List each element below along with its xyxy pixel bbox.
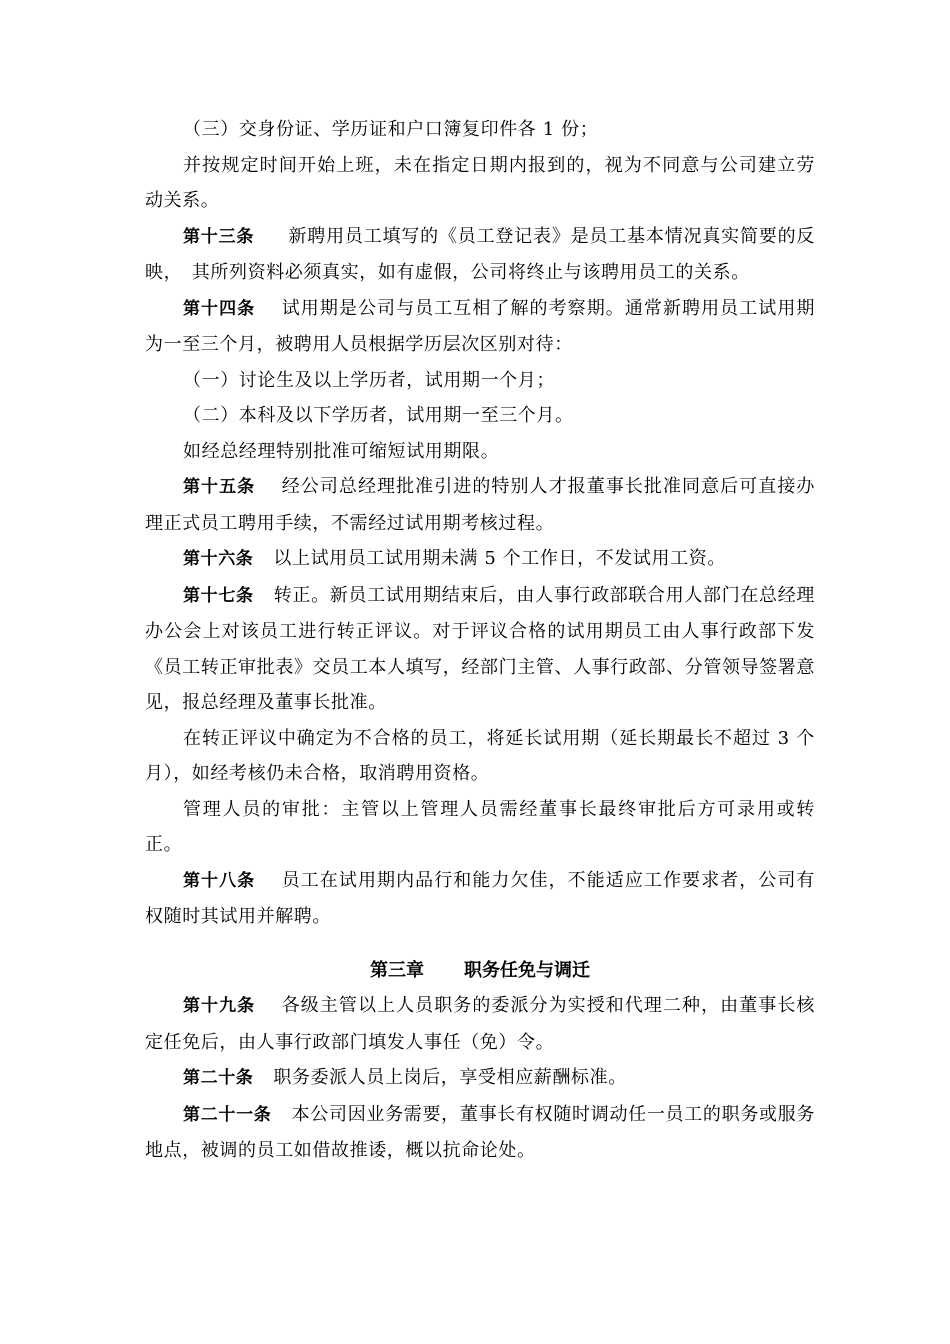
article-18 xyxy=(145,863,815,935)
article-text: 各级主管以上人员职务的委派分为实授和代理二种，由董事长核定任免后，由人事行政部门填发人事任（免）令。 xyxy=(145,995,815,1053)
paragraph-text: （一）讨论生及以上学历者，试用期一个月； xyxy=(183,369,555,391)
article-14 xyxy=(145,291,815,363)
paragraph-text: （三）交身份证、学历证和户口簿复印件各 1 份； xyxy=(183,119,599,140)
paragraph-extend-trial xyxy=(145,721,815,792)
article-number: 第十七条 xyxy=(183,585,254,606)
article-text: 职务委派人员上岗后，享受相应薪酬标准。 xyxy=(273,1067,627,1088)
paragraph-text: （二）本科及以下学历者，试用期一至三个月。 xyxy=(183,405,574,426)
chapter-title: 职务任免与调迁 xyxy=(464,959,590,981)
article-21 xyxy=(145,1097,815,1169)
paragraph-manager-approval xyxy=(145,792,815,863)
article-text: 新聘用员工填写的《员工登记表》是员工基本情况真实简要的反映， 其所列资料必须真实，如有虚假，公司将终止与该聘用员工的关系。 xyxy=(145,225,815,283)
article-20 xyxy=(145,1060,815,1097)
article-number: 第十六条 xyxy=(183,549,254,569)
article-15 xyxy=(145,469,815,541)
article-number: 第十九条 xyxy=(183,996,256,1016)
article-16 xyxy=(145,541,815,578)
article-text: 经公司总经理批准引进的特别人才报董事长批准同意后可直接办理正式员工聘用手续，不需经过试用期考核过程。 xyxy=(145,476,815,534)
paragraph-shorten-trial xyxy=(145,434,815,470)
paragraph-id-copies xyxy=(145,112,815,148)
article-number: 第二十条 xyxy=(183,1068,254,1088)
chapter-number: 第三章 xyxy=(370,959,424,981)
paragraph-undergrad-trial xyxy=(145,398,815,434)
paragraph-text: 管理人员的审批：主管以上管理人员需经董事长最终审批后方可录用或转正。 xyxy=(145,798,815,855)
paragraph-text: 并按规定时间开始上班，未在指定日期内报到的，视为不同意与公司建立劳动关系。 xyxy=(145,154,815,211)
article-number: 第二十一条 xyxy=(183,1104,272,1125)
paragraph-text: 如经总经理特别批准可缩短试用期限。 xyxy=(183,440,500,462)
article-text: 员工在试用期内品行和能力欠佳，不能适应工作要求者，公司有权随时其试用并解聘。 xyxy=(145,869,815,927)
article-number: 第十八条 xyxy=(183,870,256,891)
paragraph-graduate-trial xyxy=(145,363,815,399)
article-number: 第十五条 xyxy=(183,477,256,497)
article-text: 试用期是公司与员工互相了解的考察期。通常新聘用员工试用期为一至三个月，被聘用人员根据学历层次区别对待： xyxy=(145,297,815,355)
article-text: 转正。新员工试用期结束后，由人事行政部联合用人部门在总经理办公会上对该员工进行转正评议。对于评议合格的试用期员工由人事行政部下发《员工转正审批表》交员工本人填写，经部门主管、人事行政部、分管领导签署意见，报总经理及董事长批准。 xyxy=(145,584,815,713)
article-text: 以上试用员工试用期未满 5 个工作日，不发试用工资。 xyxy=(273,548,726,569)
chapter-heading xyxy=(145,935,815,989)
article-number: 第十三条 xyxy=(183,226,255,247)
paragraph-report-on-time xyxy=(145,148,815,219)
paragraph-text: 在转正评议中确定为不合格的员工，将延长试用期（延长期最长不超过 3 个月），如经考核仍未合格，取消聘用资格。 xyxy=(145,727,815,784)
article-17 xyxy=(145,578,815,721)
document-body xyxy=(145,112,815,1169)
article-13 xyxy=(145,219,815,291)
article-number: 第十四条 xyxy=(183,298,256,319)
article-text: 本公司因业务需要，董事长有权随时调动任一员工的职务或服务地点，被调的员工如借故推诿，概以抗命论处。 xyxy=(145,1103,816,1161)
article-19 xyxy=(145,988,815,1060)
